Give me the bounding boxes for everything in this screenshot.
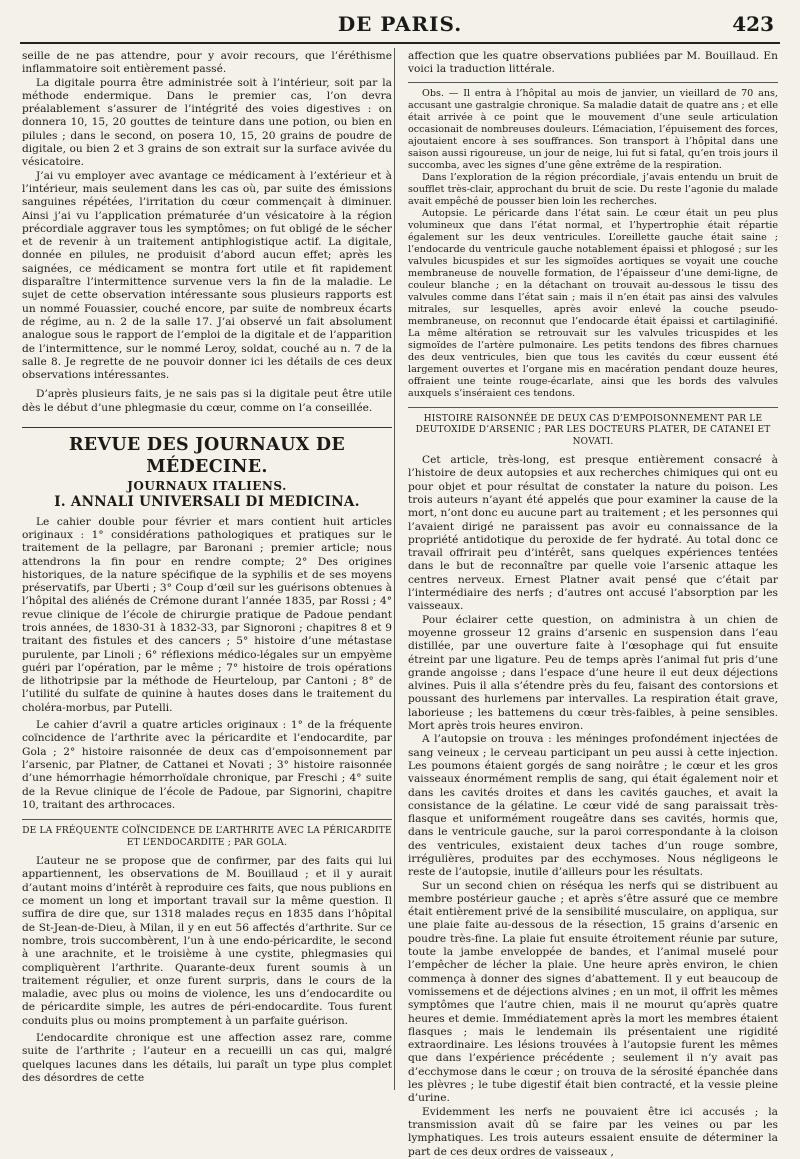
paragraph: Le cahier double pour février et mars contient huit articles originaux : 1° considérations pathologiques et pratiques sur le traitement de la pellagre, par Baronani ; premier article; nous attendrons la fin pour en rendre compte; 2° Des origines historiques, de la nature spécifique de la syphilis et de ses moyens préservatifs, par Uberti ; 3° Coup d’œil sur les guérisons obtenues à l’hôpital des aliénés de Crémone durant l’année 1835, par Rossi ; 4° revue clinique de l’école de chirurgie pratique de Padoue pendant trois années, de 1830-31 à 1832-33, par Signoroni ; chapitres 8 et 9 traitant des fistules et des cancers ; 5° histoire d’une métastase purulente, par Linoli ; 6° réflexions médico-légales sur un empyème guéri par l’opération, par le même ; 7° histoire de trois opérations de lithotripsie par la méthode de Heurteloup, par Cantoni ; 8° de l’utilité du sulfate de quinine à hautes doses dans le traitement du choléra-morbus, par Putelli. [22,515,392,714]
section-rule [22,427,392,428]
paragraph: Dans l’exploration de la région précordiale, j’avais entendu un bruit de soufflet très-clair, approchant du bruit de scie. Du reste l’agonie du malade avait empêché de pousser bien loin les recherches. [408,171,778,207]
paragraph: Obs. — Il entra à l’hôpital au mois de janvier, un vieillard de 70 ans, accusant une gastralgie chronique. Sa maladie datait de quatre ans ; et elle était arrivée à ce point que le mouvement d’une seule articulation occasionait de nombreuses douleurs. L’émaciation, l’épuisement des forces, ajoutaient encore à ses souffrances. Son transport à l’hôpital dans une saison aussi rigoureuse, un jour de neige, lui fut si fatal, qu’en trois jours il succomba, avec les signes d’une gêne extrême de la respiration. [408,87,778,171]
article-rule [408,82,778,83]
paragraph: Pour éclairer cette question, on administra à un chien de moyenne grosseur 12 grains d’arsenic en suspension dans l’eau distillée, par une ouverture faite à l’œsophage qui fut ensuite étreint par une ligature. Peu de temps après l’animal fut pris d’une grande angoisse ; dans l’espace d’une heure il eut deux déjections alvines. Puis il alla s’étendre près du feu, faisant des contorsions et poussant des hurlemens par intervalles. La respiration était grave, laborieuse ; les battemens du cœur très-faibles, à peine sensibles. Mort après trois heures environ. [408,613,778,733]
left-column [22,50,392,1090]
article-heading: DE LA FRÉQUENTE COÏNCIDENCE DE L’ARTHRITE AVEC LA PÉRICARDITE ET L’ENDOCARDITE ; PAR GOLA. [22,826,392,848]
running-title: DE PARIS. [337,12,463,36]
paragraph: D’après plusieurs faits, je ne sais pas si la digitale peut être utile dès le début d’une phlegmasie du cœur, comme on l’a conseillée. [22,388,392,414]
paragraph: Evidemment les nerfs ne pouvaient être ici accusés ; la transmission avait dû se faire par les veines ou par les lymphatiques. Les trois auteurs essaient ensuite de déterminer la part de ces deux ordres de vaisseaux , [408,1105,778,1158]
paragraph: L’endocardite chronique est une affection assez rare, comme suite de l’arthrite ; l’auteur en a recueilli un cas qui, malgré quelques lacunes dans les détails, lui paraît un type plus complet des désordres de cette [22,1032,392,1084]
paragraph: J’ai vu employer avec avantage ce médicament à l’extérieur et à l’intérieur, mais seulement dans les cas où, par suite des émissions sanguines répétées, l’irritation du cœur commençait à diminuer. Ainsi j’ai vu l’application prématurée d’un vésicatoire à la région précordiale aggraver tous les symptômes; on fut obligé de le sécher et de revenir à un traitement antiphlogistique actif. La digitale, donnée en pilules, ne produisit d’abord aucun effet; après les saignées, ce médicament se montra fort utile et fit rapidement disparaître l’intermittence survenue vers la fin de la maladie. Le sujet de cette observation intéressante sous plusieurs rapports est un nommé Fouassier, couché encore, par suite de nombreux écarts de régime, au n. 2 de la salle 17. J’ai observé un fait absolument analogue sous le rapport de l’emploi de la digitale et de l’apparition de l’intermittence, sur le nommé Leroy, soldat, couché au n. 7 de la salle 8. Je regrette de ne pouvoir donner ici les détails de ces deux observations intéressantes. [22,169,392,382]
paragraph: Cet article, très-long, est presque entièrement consacré à l’histoire de deux autopsies et aux recherches chimiques qui ont eu pour objet et pour résultat de constater la nature du poison. Les trois auteurs n’ayant été appelés que pour examiner la cause de la mort, n’ont donc eu aucune part au traitement ; et les personnes qui l’avaient dirigé ne paraissent pas avoir eu connaissance de la propriété antidotique du peroxide de fer hydraté. Au total donc ce travail offrirait peu d’intérêt, sans quelques expériences tentées dans le but de reconnaître par quelle voie l’arsenic attaque les centres nerveux. Ernest Platner avait pensé que c’était par l’intermédiaire des nerfs ; d’autres ont accusé l’absorption par les vaisseaux. [408,454,778,613]
journal-title: I. ANNALI UNIVERSALI DI MEDICINA. [54,494,360,511]
paragraph: La digitale pourra être administrée soit à l’intérieur, soit par la méthode endermique. Dans le premier cas, l’on devra préalablement s’assurer de l’intégrité des voies digestives : on donnera 10, 15, 20 gouttes de teinture dans une potion, ou bien en pilules ; dans le second, on posera 10, 15, 20 grains de poudre de digitale, ou bien 2 et 3 grains de son extrait sur la surface avivée du vésicatoire. [22,76,392,169]
section-title: REVUE DES JOURNAUX DE MÉDECINE. [68,435,346,478]
subsection-title: JOURNAUX ITALIENS. [127,479,287,494]
paragraph: affection que les quatre observations publiées par M. Bouillaud. En voici la traduction littérale. [408,50,778,76]
article-rule [22,819,392,820]
paragraph: seille de ne pas attendre, pour y avoir recours, que l’éréthisme inflammatoire soit entièrement passé. [22,50,392,76]
article-heading: HISTOIRE RAISONNÉE DE DEUX CAS D’EMPOISONNEMENT PAR LE DEUTOXIDE D’ARSENIC ; PAR LES DOCTEURS PLATER, DE CATANEI ET NOVATI. [415,413,771,447]
article-rule [408,407,778,408]
page-header [20,6,780,44]
paragraph: Sur un second chien on réséqua les nerfs qui se distribuent au membre postérieur gauche ; et après s’être assuré que ce membre était entièrement privé de la sensibilité musculaire, on appliqua, sur une plaie faite au-dessous de la résection, 15 grains d’arsenic en poudre très-fine. La plaie fut ensuite étroitement réunie par suture, toute la jambe enveloppée de bandes, et l’animal muselé pour l’empêcher de lécher la plaie. Une heure après environ, le chien commença à donner des signes d’abattement. Il y eut beaucoup de vomissemens et de déjections alvines ; en un mot, il offrit les mêmes symptômes que l’autre chien, mais il ne mourut qu’après quatre heures et demie. Immédiatement après la mort les membres étaient flasques ; mais le lendemain ils présentaient une rigidité extraordinaire. Les lésions trouvées à l’autopsie furent les mêmes que dans l’expérience précédente ; seulement il n’y avait pas d’ecchymose dans le cœur ; on trouva de la sérosité épanchée dans les plèvres ; le tube digestif était bien contracté, et la vessie pleine d’urine. [408,879,778,1105]
column-divider [394,48,395,1090]
paragraph: Le cahier d’avril a quatre articles originaux : 1° de la fréquente coïncidence de l’arthrite avec la péricardite et l’endocardite, par Gola ; 2° histoire raisonnée de deux cas d’empoisonnement par l’arsenic, par Platner, de Cattanei et Novati ; 3° histoire raisonnée d’une hémorrhagie hémorrhoïdale chronique, par Freschi ; 4° suite de la Revue clinique de l’école de Padoue, par Signorini, chapitre 10, traitant des arthrocaces. [22,719,392,811]
paragraph: A l’autopsie on trouva : les méninges profondément injectées de sang veineux ; le cerveau participant un peu aussi à cette injection. Les poumons étaient gorgés de sang noirâtre ; le cœur et les gros vaisseaux énormément remplis de sang, qui était également noir et dans les cavités droites et dans les cavités gauches, et avait la consistance de la gélatine. Le cœur vidé de sang paraissait très-flasque et uniformément rougeâtre dans ses cavités, hormis que, dans le ventricule gauche, sur la paroi correspondante à la cloison des ventricules, existaient deux taches d’un rouge sombre, irrégulières, produites par des ecchymoses. Nous négligeons le reste de l’autopsie, inutile d’ailleurs pour les résultats. [408,733,778,879]
paragraph: L’auteur ne se propose que de confirmer, par des faits qui lui appartiennent, les observations de M. Bouillaud ; et il y aurait d’autant moins d’intérêt à reproduire ces faits, que nous publions en ce moment un long et important travail sur la même question. Il suffira de dire que, sur 1318 malades reçus en 1835 dans l’hôpital de St-Jean-de-Dieu, à Milan, il y en eut 56 affectés d’arthrite. Sur ce nombre, trois succombèrent, l’un à une endo-péricardite, le second à une arachnite, et le troisième à une cystite, phlegmasies qui compliquèrent l’arthrite. Quarante-deux furent soumis à un traitement régulier, et onze furent surpris, dans le cours de la maladie, avec plus ou moins de violence, les uns d’endocardite ou de péricardite simple, les autres de péri-endocardite. Tous furent conduits plus ou moins promptement à un parfaite guérison. [22,855,392,1027]
paragraph: Autopsie. Le péricarde dans l’état sain. Le cœur était un peu plus volumineux que dans l’état normal, et l’hypertrophie était répartie également sur les deux ventricules. L’oreillette gauche était saine ; l’endocarde du ventricule gauche notablement épaissi et phlogosé ; sur les valvules bicuspides et sur les sigmoïdes aortiques se voyait une couche membraneuse de nouvelle formation, de l’épaisseur d’une demi-ligne, de couleur blanche ; en la détachant on trouvait au-dessous le tissu des valvules comme dans l’état sain ; mais il n’en était pas ainsi des valvules mitrales, sur lesquelles, après avoir enlevé la couche pseudo-membraneuse, on reconnut que l’endocarde était épaissi et cartilaginifié. La même altération se retrouvait sur les valvules tricuspides et les sigmoïdes de l’artère pulmonaire. Les petits tendons des fibres charnues des deux ventricules, bien que tous les cavités du cœur eussent été largement ouvertes et l’organe mis en macération pendant douze heures, offraient une teinte rouge-écarlate, ainsi que les bords des valvules auxquels s’inséraient ces tendons. [408,207,778,399]
page-number: 423 [732,12,774,36]
right-column [408,50,778,1158]
